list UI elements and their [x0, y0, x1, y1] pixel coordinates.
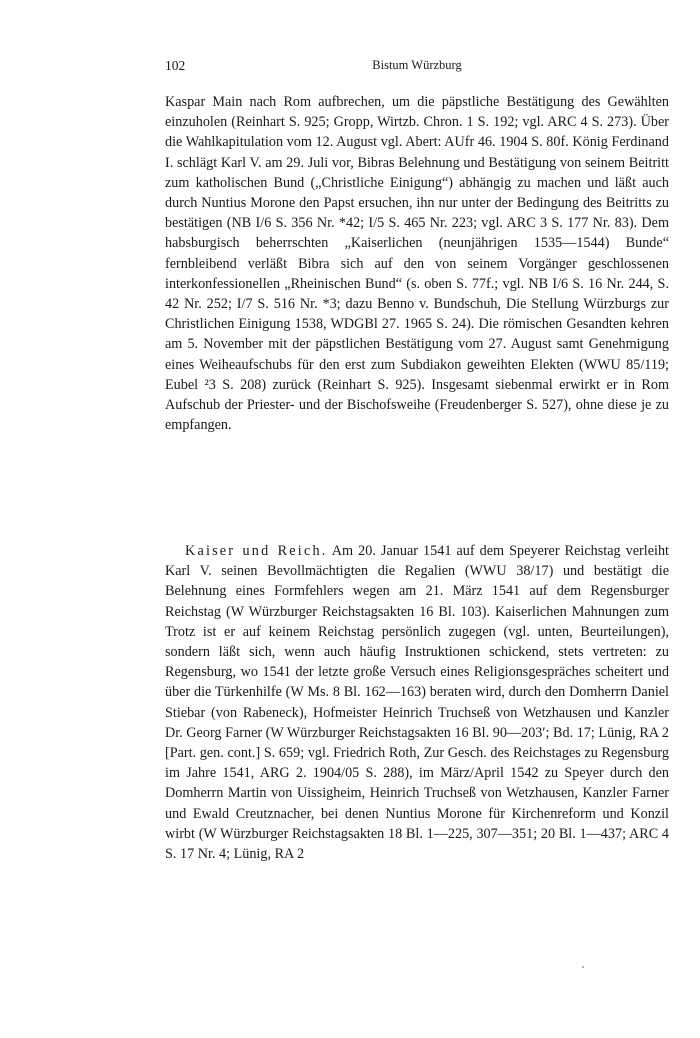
scan-speck	[582, 966, 584, 968]
paragraph-2-text: Am 20. Januar 1541 auf dem Speyerer Reichstag verleiht Karl V. seinen Bevollmächtigten die Regalien (WWU 38/17) und bestätigt die Belehnung eines Formfehlers wegen am 21. März 1541 auf dem Regensburger Reichstag (W Würzburger Reichstagsakten 16 Bl. 103). Kaiserlichen Mahnungen zum Trotz ist er auf keinem Reichstag persönlich zugegen (vgl. unten, Beurteilungen), sondern läßt sich, wenn auch häufig Instruktionen schickend, stets vertreten: zu Regensburg, wo 1541 der letzte große Versuch eines Religionsgespräches scheitert und über die Türkenhilfe (W Ms. 8 Bl. 162—163) beraten wird, durch den Domherrn Daniel Stiebar (von Rabeneck), Hofmeister Heinrich Truchseß von Wetzhausen und Kanzler Dr. Georg Farner (W Würzburger Reichstagsakten 16 Bl. 90—203′; Bd. 17; Lünig, RA 2 [Part. gen. cont.] S. 659; vgl. Friedrich Roth, Zur Gesch. des Reichstages zu Regensburg im Jahre 1541, ARG 2. 1904/05 S. 288), im März/April 1542 zu Speyer durch den Domherrn Martin von Uissigheim, Heinrich Truchseß von Wetzhausen, Kanzler Farner und Ewald Creutznacher, bei denen Nuntius Morone für Kirchenreform und Konzil wirbt (W Würzburger Reichstagsakten 18 Bl. 1—225, 307—351; 20 Bl. 1—437; ARC 4 S. 17 Nr. 4; Lünig, RA 2	[165, 543, 669, 863]
paragraph-1	[165, 92, 669, 435]
running-title: Bistum Würzburg	[372, 58, 462, 72]
paragraph-2-body	[165, 541, 669, 864]
running-head	[165, 58, 669, 78]
page-number: 102	[165, 58, 186, 73]
section-heading: Kaiser und Reich.	[185, 543, 328, 559]
paragraph-1-text: Kaspar Main nach Rom aufbrechen, um die päpstliche Bestätigung des Gewählten einzuholen (Reinhart S. 925; Gropp, Wirtzb. Chron. 1 S. 192; vgl. ARC 4 S. 273). Über die Wahlkapitulation vom 12. August vgl. Abert: AUfr 46. 1904 S. 80f. König Ferdinand I. schlägt Karl V. am 29. Juli vor, Bibras Belehnung und Bestätigung von seinem Beitritt zum katholischen Bund („Christliche Einigung“) abhängig zu machen und läßt auch durch Nuntius Morone den Papst ersuchen, ihn nur unter der Bedingung des Beitritts zu bestätigen (NB I/6 S. 356 Nr. *42; I/5 S. 465 Nr. 223; vgl. ARC 3 S. 177 Nr. 83). Dem habsburgisch beherrschten „Kaiserlichen (neunjährigen 1535—1544) Bunde“ fernbleibend verläßt Bibra sich auf den von seinem Vorgänger geschlossenen interkonfessionellen „Rheinischen Bund“ (s. oben S. 77f.; vgl. NB I/6 S. 16 Nr. 244, S. 42 Nr. 252; I/7 S. 516 Nr. *3; dazu Benno v. Bundschuh, Die Stellung Würzburgs zur Christlichen Einigung 1538, WDGBl 27. 1965 S. 24). Die römischen Gesandten kehren am 5. November mit der päpstlichen Bestätigung vom 27. August samt Genehmigung eines Weiheaufschubs für den erst zum Subdiakon geweihten Elekten (WWU 85/119; Eubel ²3 S. 208) zurück (Reinhart S. 925). Insgesamt siebenmal erwirkt er in Rom Aufschub der Priester- und der Bischofsweihe (Freudenberger S. 527), ohne diese je zu empfangen.	[165, 94, 669, 434]
paragraph-2	[165, 541, 669, 864]
